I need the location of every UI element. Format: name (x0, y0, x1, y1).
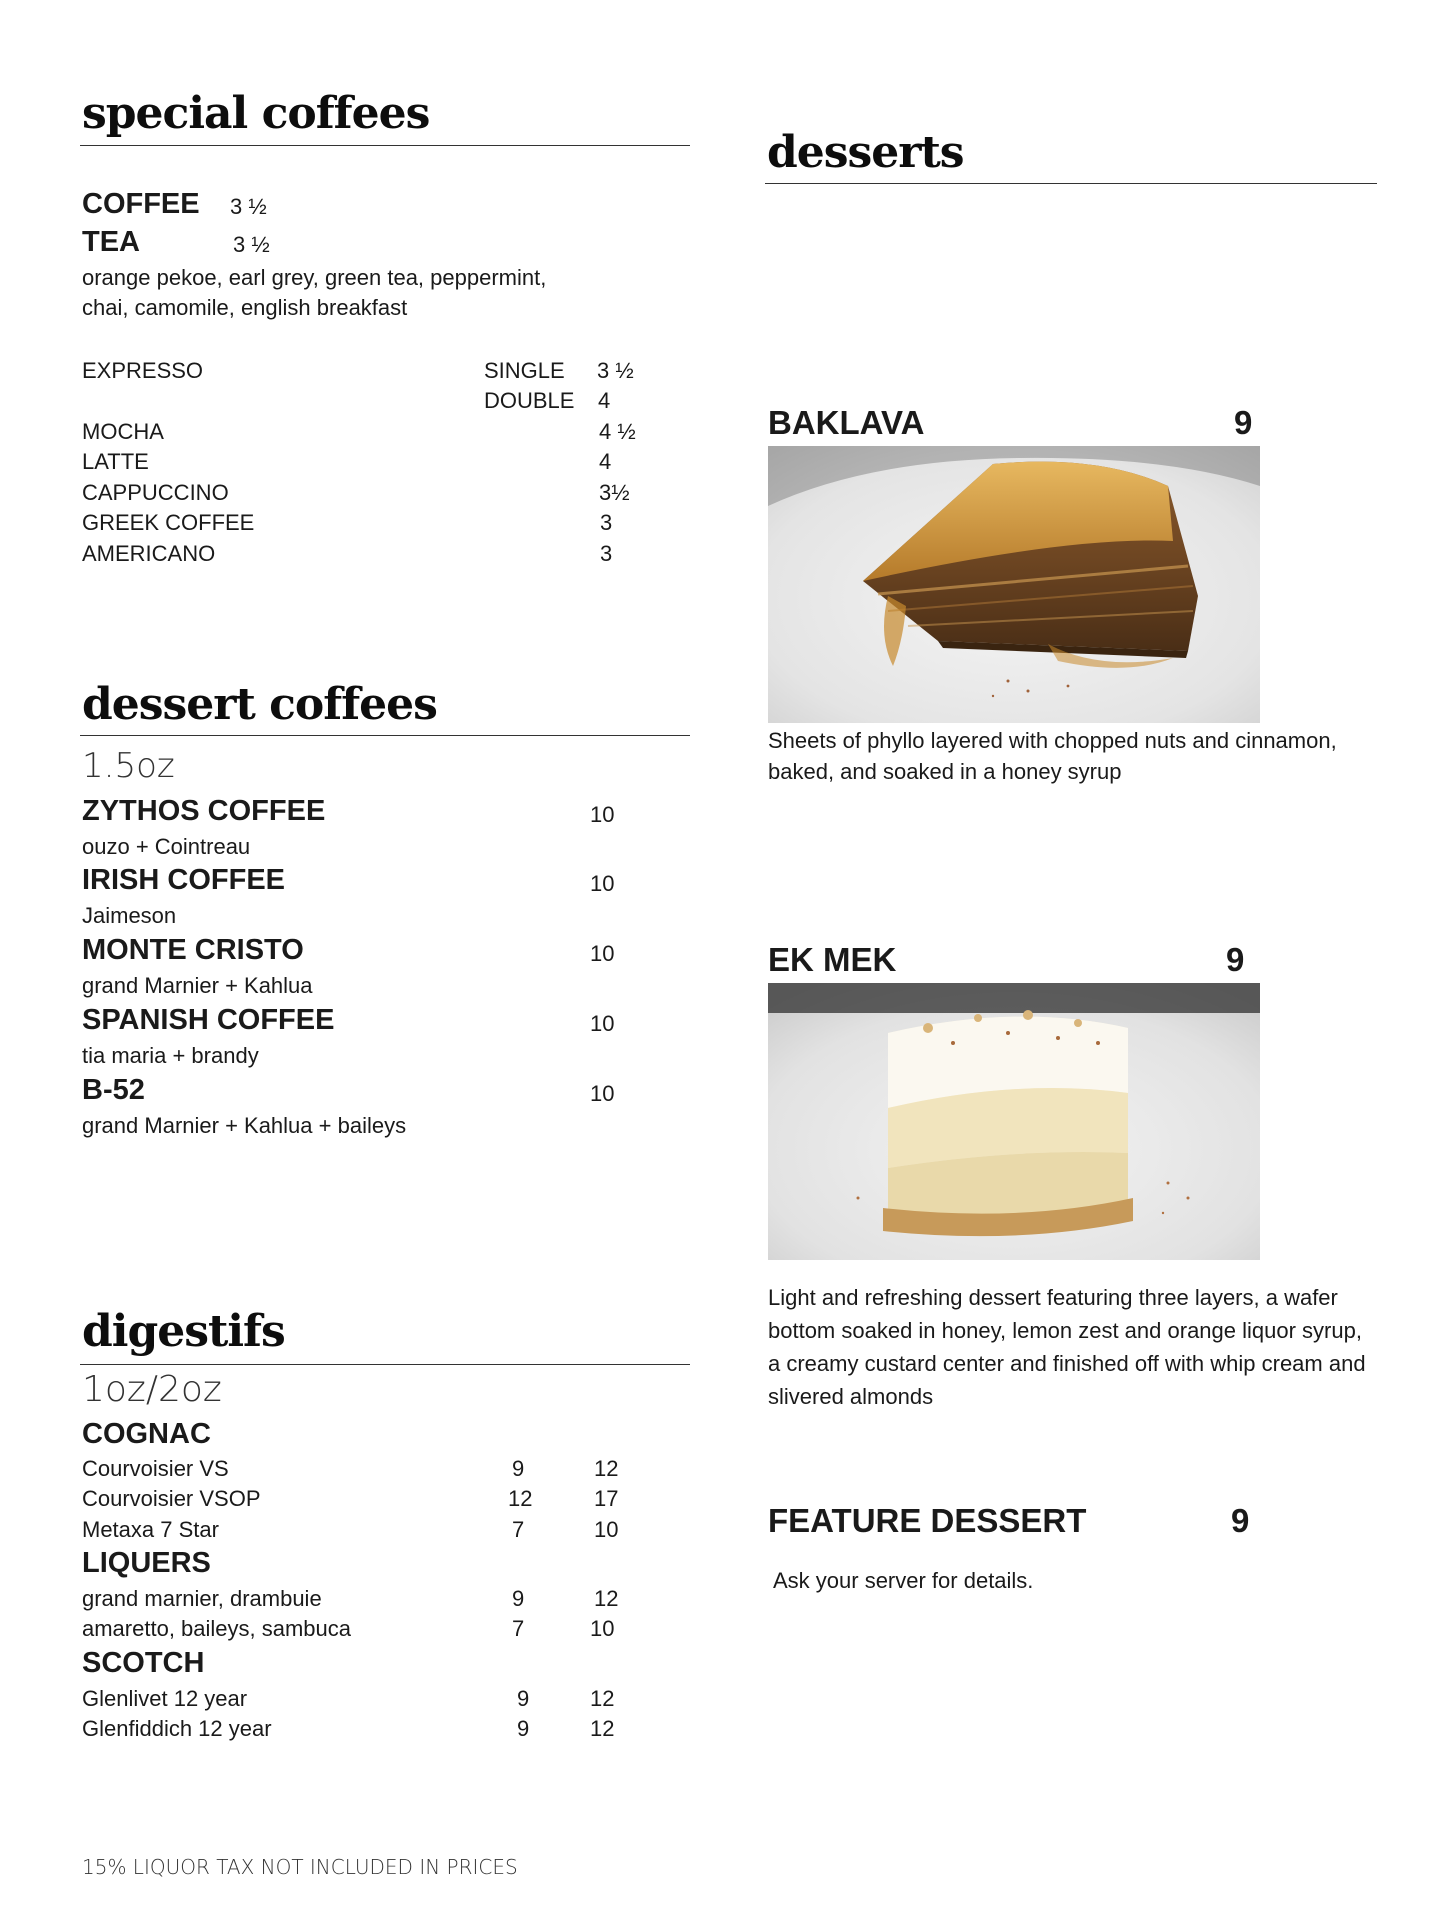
menu-item-name: CAPPUCCINO (82, 480, 229, 505)
expresso-name: EXPRESSO (82, 358, 204, 383)
digestif-price-2oz: 17 (594, 1486, 619, 1511)
digestif-price-1oz: 9 (512, 1456, 525, 1481)
feature-dessert-desc: Ask your server for details. (773, 1568, 1034, 1593)
expresso-double-label: DOUBLE (484, 388, 575, 413)
digestifs-rule (80, 1364, 690, 1365)
menu-item-price: 3½ (599, 480, 630, 505)
expresso-single-label: SINGLE (484, 358, 565, 383)
tea-price: 3 ½ (233, 232, 270, 257)
baklava-name: BAKLAVA (768, 404, 925, 441)
digestif-item-name: Metaxa 7 Star (82, 1517, 219, 1542)
menu-item-desc: grand Marnier + Kahlua + baileys (82, 1113, 407, 1138)
feature-dessert-price: 9 (1231, 1502, 1250, 1539)
menu-item-price: 3 (600, 541, 613, 566)
digestif-item-name: Courvoisier VSOP (82, 1486, 261, 1511)
baklava-illustration (768, 446, 1260, 723)
digestif-item-name: Courvoisier VS (82, 1456, 229, 1481)
digestif-price-1oz: 7 (512, 1616, 525, 1641)
special-coffees-rule (80, 145, 690, 146)
special-coffees-heading: special coffees (82, 88, 430, 139)
menu-item-price: 4 ½ (599, 419, 636, 444)
digestif-price-2oz: 12 (590, 1686, 615, 1711)
digestif-price-2oz: 10 (590, 1616, 615, 1641)
expresso-single-price: 3 ½ (597, 358, 634, 383)
digestif-item-name: Glenfiddich 12 year (82, 1716, 272, 1741)
dessert-coffees-heading: dessert coffees (82, 679, 437, 730)
desserts-rule (765, 183, 1377, 184)
menu-item-name: B-52 (82, 1074, 145, 1106)
menu-item-desc: grand Marnier + Kahlua (82, 973, 313, 998)
menu-item-name: LATTE (82, 449, 149, 474)
expresso-double-price: 4 (598, 388, 611, 413)
baklava-photo (768, 446, 1260, 723)
tea-name: TEA (82, 226, 140, 258)
menu-item-name: SPANISH COFFEE (82, 1004, 335, 1036)
liquers-title: LIQUERS (82, 1547, 211, 1579)
feature-dessert-name: FEATURE DESSERT (768, 1502, 1087, 1539)
scotch-title: SCOTCH (82, 1647, 205, 1679)
menu-item-desc: ouzo + Cointreau (82, 834, 251, 859)
digestif-price-1oz: 9 (517, 1686, 530, 1711)
ekmek-name: EK MEK (768, 941, 897, 978)
menu-item-desc: tia maria + brandy (82, 1043, 259, 1068)
digestif-price-2oz: 12 (594, 1456, 619, 1481)
digestif-price-2oz: 10 (594, 1517, 619, 1542)
digestif-price-1oz: 12 (508, 1486, 533, 1511)
menu-item-name: IRISH COFFEE (82, 864, 286, 896)
menu-item-price: 4 (599, 449, 612, 474)
menu-item-price: 10 (590, 802, 615, 827)
menu-item-name: GREEK COFFEE (82, 510, 255, 535)
menu-item-name: AMERICANO (82, 541, 216, 566)
menu-item-price: 10 (590, 1011, 615, 1036)
digestif-price-2oz: 12 (594, 1586, 619, 1611)
ekmek-desc: Light and refreshing dessert featuring three layers, a wafer bottom soaked in honey, lemon zest and orange liquor syrup, a creamy custard center and finished off with whip cream and slivered almonds (768, 1285, 1366, 1409)
dessert-coffees-rule (80, 735, 690, 736)
digestif-item-name: amaretto, baileys, sambuca (82, 1616, 352, 1641)
digestif-price-1oz: 7 (512, 1517, 525, 1542)
digestif-price-1oz: 9 (517, 1716, 530, 1741)
menu-item-price: 10 (590, 941, 615, 966)
digestif-price-1oz: 9 (512, 1586, 525, 1611)
ekmek-illustration (768, 983, 1260, 1260)
cognac-title: COGNAC (82, 1418, 211, 1450)
desserts-heading: desserts (767, 127, 964, 178)
baklava-desc: Sheets of phyllo layered with chopped nuts and cinnamon, baked, and soaked in a honey syrup (768, 728, 1337, 784)
digestif-item-name: Glenlivet 12 year (82, 1686, 248, 1711)
coffee-price: 3 ½ (230, 194, 267, 219)
ekmek-photo (768, 983, 1260, 1260)
digestif-price-2oz: 12 (590, 1716, 615, 1741)
dessert-coffees-size: 1.5oz (82, 746, 175, 786)
baklava-price: 9 (1234, 404, 1253, 441)
menu-item-price: 10 (590, 1081, 615, 1106)
digestif-item-name: grand marnier, drambuie (82, 1586, 322, 1611)
digestifs-size: 1oz/2oz (82, 1369, 222, 1410)
coffee-name: COFFEE (82, 188, 200, 220)
menu-item-name: MOCHA (82, 419, 164, 444)
tax-note: 15% LIQUOR TAX NOT INCLUDED IN PRICES (82, 1855, 518, 1879)
tea-varieties-line1: orange pekoe, earl grey, green tea, peppermint, (82, 265, 547, 290)
menu-item-name: MONTE CRISTO (82, 934, 304, 966)
menu-item-desc: Jaimeson (82, 903, 177, 928)
digestifs-heading: digestifs (82, 1306, 285, 1357)
menu-item-name: ZYTHOS COFFEE (82, 795, 326, 827)
menu-item-price: 3 (600, 510, 613, 535)
tea-varieties-line2: chai, camomile, english breakfast (82, 295, 408, 320)
menu-item-price: 10 (590, 871, 615, 896)
ekmek-price: 9 (1226, 941, 1245, 978)
